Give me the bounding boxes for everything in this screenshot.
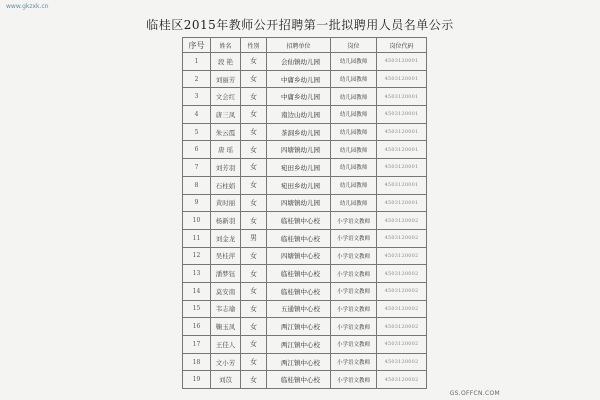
- cell-unit: 两江镇中心校: [267, 353, 331, 371]
- header-post: 岗位: [331, 38, 377, 53]
- table-container: [182, 37, 426, 389]
- cell-name: 鞠玉凤: [211, 318, 241, 336]
- cell-post: 小学语文教师: [331, 265, 377, 283]
- cell-unit: 南边山幼儿园: [267, 106, 331, 124]
- cell-post: 小学语文教师: [331, 282, 377, 300]
- cell-seq: 4: [183, 106, 211, 124]
- header-name: 姓名: [211, 38, 241, 53]
- cell-seq: 14: [183, 282, 211, 300]
- cell-code: 4503120001: [377, 106, 427, 124]
- cell-post: 幼儿园教师: [331, 88, 377, 106]
- cell-seq: 16: [183, 318, 211, 336]
- cell-unit: 四塘镇幼儿园: [267, 194, 331, 212]
- table-row: [183, 141, 427, 159]
- cell-post: 小学语文教师: [331, 229, 377, 247]
- cell-gender: 女: [241, 194, 267, 212]
- cell-seq: 6: [183, 141, 211, 159]
- cell-name: 石柱娟: [211, 176, 241, 194]
- cell-post: 幼儿园教师: [331, 141, 377, 159]
- cell-name: 朱云霞: [211, 123, 241, 141]
- cell-code: 4503120002: [377, 336, 427, 354]
- cell-gender: 女: [241, 212, 267, 230]
- cell-code: 4503120002: [377, 300, 427, 318]
- table-row: [183, 300, 427, 318]
- cell-unit: 四塘镇幼儿园: [267, 141, 331, 159]
- cell-post: 幼儿园教师: [331, 70, 377, 88]
- cell-unit: 会仙镇幼儿园: [267, 53, 331, 71]
- table-row: [183, 53, 427, 71]
- cell-gender: 女: [241, 70, 267, 88]
- table-row: [183, 123, 427, 141]
- cell-seq: 17: [183, 336, 211, 354]
- cell-post: 幼儿园教师: [331, 53, 377, 71]
- cell-post: 小学语文教师: [331, 318, 377, 336]
- cell-post: 幼儿园教师: [331, 194, 377, 212]
- cell-post: 小学语文教师: [331, 371, 377, 389]
- cell-code: 4503120001: [377, 123, 427, 141]
- cell-seq: 11: [183, 229, 211, 247]
- cell-code: 4503120002: [377, 318, 427, 336]
- header-seq: 序号: [183, 38, 211, 53]
- cell-name: 段 艳: [211, 53, 241, 71]
- header-code: 岗位代码: [377, 38, 427, 53]
- table-row: [183, 88, 427, 106]
- watermark-top: www.gkzxk.cn: [6, 3, 49, 10]
- cell-gender: 女: [241, 353, 267, 371]
- cell-name: 莫安南: [211, 282, 241, 300]
- cell-name: 唐三凤: [211, 106, 241, 124]
- table-row: [183, 70, 427, 88]
- cell-name: 刘金龙: [211, 229, 241, 247]
- table-row: [183, 229, 427, 247]
- cell-seq: 1: [183, 53, 211, 71]
- table-row: [183, 194, 427, 212]
- cell-code: 4503120002: [377, 282, 427, 300]
- cell-gender: 女: [241, 106, 267, 124]
- cell-gender: 女: [241, 176, 267, 194]
- cell-name: 黄时丽: [211, 194, 241, 212]
- cell-gender: 女: [241, 265, 267, 283]
- cell-post: 幼儿园教师: [331, 106, 377, 124]
- cell-seq: 13: [183, 265, 211, 283]
- cell-code: 4503120001: [377, 88, 427, 106]
- cell-code: 4503120001: [377, 70, 427, 88]
- cell-gender: 女: [241, 336, 267, 354]
- header-gender: 性别: [241, 38, 267, 53]
- cell-seq: 19: [183, 371, 211, 389]
- cell-gender: 女: [241, 141, 267, 159]
- cell-code: 4503120002: [377, 371, 427, 389]
- cell-name: 文会红: [211, 88, 241, 106]
- cell-code: 4503120001: [377, 53, 427, 71]
- cell-unit: 临桂镇中心校: [267, 282, 331, 300]
- table-row: [183, 106, 427, 124]
- cell-gender: 女: [241, 53, 267, 71]
- header-unit: 招聘单位: [267, 38, 331, 53]
- cell-code: 4503120001: [377, 176, 427, 194]
- cell-name: 杨新羽: [211, 212, 241, 230]
- cell-name: 文小芳: [211, 353, 241, 371]
- cell-post: 小学语文教师: [331, 212, 377, 230]
- cell-unit: 临桂镇中心校: [267, 212, 331, 230]
- cell-code: 4503120002: [377, 353, 427, 371]
- cell-gender: 女: [241, 371, 267, 389]
- cell-name: 刘苡: [211, 371, 241, 389]
- cell-post: 小学语文教师: [331, 353, 377, 371]
- cell-unit: 茶洞乡幼儿园: [267, 123, 331, 141]
- cell-code: 4503120002: [377, 212, 427, 230]
- cell-unit: 两江镇中心校: [267, 318, 331, 336]
- cell-code: 4503120001: [377, 194, 427, 212]
- cell-name: 唐 瑶: [211, 141, 241, 159]
- table-header-row: [183, 38, 427, 53]
- table-body: [183, 53, 427, 389]
- cell-unit: 宛田乡幼儿园: [267, 176, 331, 194]
- cell-code: 4503120001: [377, 141, 427, 159]
- cell-seq: 10: [183, 212, 211, 230]
- cell-unit: 临桂镇中心校: [267, 371, 331, 389]
- cell-seq: 15: [183, 300, 211, 318]
- cell-seq: 5: [183, 123, 211, 141]
- table-row: [183, 353, 427, 371]
- table-row: [183, 247, 427, 265]
- cell-gender: 女: [241, 88, 267, 106]
- cell-unit: 四塘镇中心校: [267, 247, 331, 265]
- cell-post: 幼儿园教师: [331, 123, 377, 141]
- cell-gender: 女: [241, 300, 267, 318]
- cell-post: 幼儿园教师: [331, 176, 377, 194]
- cell-gender: 女: [241, 318, 267, 336]
- cell-unit: 中庸乡幼儿园: [267, 88, 331, 106]
- cell-post: 小学语文教师: [331, 300, 377, 318]
- cell-gender: 女: [241, 247, 267, 265]
- cell-post: 小学语文教师: [331, 336, 377, 354]
- cell-unit: 临桂镇中心校: [267, 265, 331, 283]
- table-row: [183, 212, 427, 230]
- cell-seq: 8: [183, 176, 211, 194]
- cell-gender: 女: [241, 159, 267, 177]
- cell-name: 刘丽芳: [211, 70, 241, 88]
- cell-seq: 9: [183, 194, 211, 212]
- cell-gender: 女: [241, 123, 267, 141]
- cell-unit: 五通镇中心校: [267, 300, 331, 318]
- cell-unit: 临桂镇中心校: [267, 229, 331, 247]
- cell-gender: 男: [241, 229, 267, 247]
- cell-unit: 两江镇中心校: [267, 336, 331, 354]
- cell-name: 刘芳羽: [211, 159, 241, 177]
- cell-seq: 3: [183, 88, 211, 106]
- cell-code: 4503120002: [377, 229, 427, 247]
- cell-code: 4503120002: [377, 247, 427, 265]
- cell-unit: 中庸乡幼儿园: [267, 70, 331, 88]
- cell-seq: 18: [183, 353, 211, 371]
- cell-seq: 7: [183, 159, 211, 177]
- cell-name: 王佳人: [211, 336, 241, 354]
- cell-code: 4503120001: [377, 159, 427, 177]
- page-title: 临桂区2015年教师公开招聘第一批拟聘用人员名单公示: [146, 18, 454, 32]
- table-row: [183, 159, 427, 177]
- cell-name: 韦志瑜: [211, 300, 241, 318]
- cell-seq: 2: [183, 70, 211, 88]
- watermark-bottom: GS.OFFCN.COM: [449, 390, 500, 397]
- cell-code: 4503120002: [377, 265, 427, 283]
- cell-seq: 12: [183, 247, 211, 265]
- table-row: [183, 371, 427, 389]
- table-row: [183, 318, 427, 336]
- cell-unit: 宛田乡幼儿园: [267, 159, 331, 177]
- cell-gender: 女: [241, 282, 267, 300]
- table-row: [183, 336, 427, 354]
- hiring-table: [182, 37, 427, 389]
- cell-post: 小学语文教师: [331, 247, 377, 265]
- table-row: [183, 176, 427, 194]
- cell-name: 潘梦钰: [211, 265, 241, 283]
- table-row: [183, 282, 427, 300]
- cell-post: 幼儿园教师: [331, 159, 377, 177]
- cell-name: 吴桂萍: [211, 247, 241, 265]
- table-row: [183, 265, 427, 283]
